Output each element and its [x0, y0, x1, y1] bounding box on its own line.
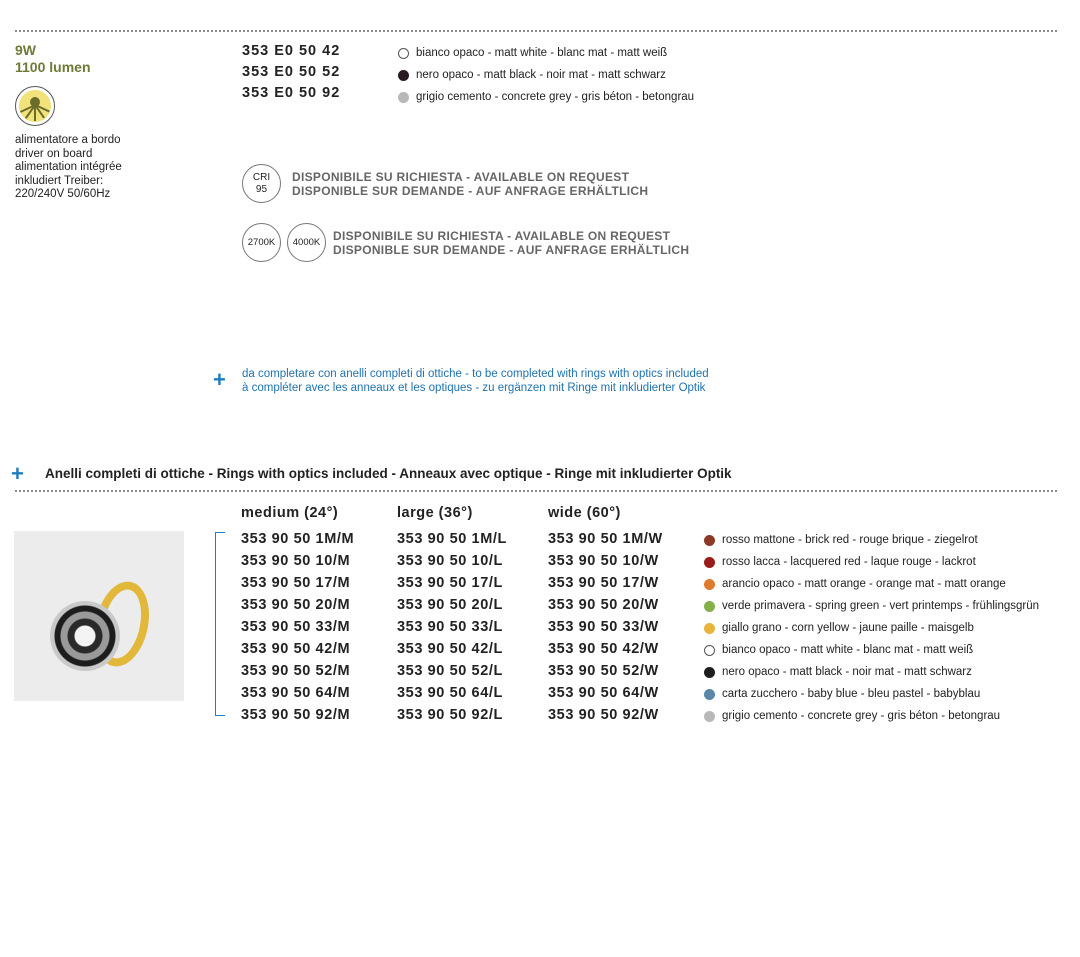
ring-code: 353 90 50 64/W — [548, 685, 659, 701]
ring-code: 353 90 50 64/L — [397, 685, 503, 701]
color-row — [704, 683, 1039, 705]
color-label: bianco opaco - matt white - blanc mat - matt weiß — [416, 47, 668, 59]
ring-code: 353 90 50 1M/W — [548, 531, 663, 547]
ring-code: 353 90 50 42/M — [241, 641, 351, 657]
driver-line: 220/240V 50/60Hz — [15, 188, 111, 200]
ring-code: 353 90 50 42/L — [397, 641, 503, 657]
color-label: giallo grano - corn yellow - jaune paille - maisgelb — [722, 622, 974, 634]
cct-badge-2700k — [242, 223, 281, 262]
column-header-large: large (36°) — [397, 505, 473, 521]
color-swatch-icon — [704, 667, 715, 678]
color-swatch-icon — [704, 623, 715, 634]
color-label: grigio cemento - concrete grey - gris béton - betongrau — [722, 710, 1001, 722]
medium-codes — [241, 528, 354, 726]
color-label: rosso mattone - brick red - rouge brique - ziegelrot — [722, 534, 978, 546]
color-label: grigio cemento - concrete grey - gris béton - betongrau — [416, 90, 695, 103]
plus-icon: + — [11, 461, 24, 486]
lumen-value: 1100 lumen — [15, 59, 91, 75]
color-swatch-icon — [398, 92, 409, 103]
ring-code: 353 90 50 1M/L — [397, 531, 507, 547]
color-swatch-icon — [398, 48, 409, 59]
availability-note — [292, 170, 648, 198]
ring-code: 353 90 50 64/M — [241, 685, 351, 701]
power-value: 9W — [15, 42, 36, 58]
column-header-medium: medium (24°) — [241, 505, 339, 521]
color-row — [704, 595, 1039, 617]
ring-code: 353 90 50 10/M — [241, 553, 351, 569]
product-code: 353 E0 50 52 — [242, 64, 341, 80]
color-label: carta zucchero - baby blue - bleu pastel - babyblau — [722, 688, 981, 700]
rings-section-title: Anelli completi di ottiche - Rings with optics included - Anneaux avec optique - Ringe mit inkludierter Optik — [45, 466, 732, 481]
power-spec — [15, 42, 91, 76]
color-row — [704, 617, 1039, 639]
ring-code: 353 90 50 52/L — [397, 663, 503, 679]
ring-code: 353 90 50 10/W — [548, 553, 659, 569]
ring-code: 353 90 50 17/M — [241, 575, 351, 591]
column-header-wide: wide (60°) — [548, 505, 621, 521]
ring-code: 353 90 50 20/W — [548, 597, 659, 613]
cri-badge — [242, 164, 281, 203]
note-line: da completare con anelli completi di ottiche - to be completed with rings with optics included — [242, 368, 709, 380]
driver-info — [15, 134, 122, 202]
color-swatch-icon — [704, 535, 715, 546]
availability-line: DISPONIBLE SUR DEMANDE - AUF ANFRAGE ERHÄLTLICH — [292, 184, 649, 198]
plus-icon: + — [213, 367, 226, 392]
color-label: arancio opaco - matt orange - orange mat - matt orange — [722, 578, 1006, 590]
color-row — [704, 529, 1039, 551]
color-row — [398, 87, 694, 109]
color-row — [704, 573, 1039, 595]
ring-code: 353 90 50 17/L — [397, 575, 503, 591]
ring-code: 353 90 50 20/M — [241, 597, 351, 613]
product-code: 353 E0 50 92 — [242, 85, 341, 101]
color-row — [704, 639, 1039, 661]
ring-code: 353 90 50 33/L — [397, 619, 503, 635]
ring-code: 353 90 50 10/L — [397, 553, 503, 569]
cct-value: 4000K — [292, 236, 321, 248]
section-divider — [15, 490, 1057, 492]
ring-optic-photo — [14, 531, 184, 701]
large-codes — [397, 528, 507, 726]
ring-code: 353 90 50 52/M — [241, 663, 351, 679]
color-swatch-icon — [704, 557, 715, 568]
ring-code: 353 90 50 1M/M — [241, 531, 355, 547]
color-swatch-icon — [398, 70, 409, 81]
ring-code: 353 90 50 92/W — [548, 707, 659, 723]
ring-code: 353 90 50 20/L — [397, 597, 503, 613]
color-label: nero opaco - matt black - noir mat - matt schwarz — [416, 68, 666, 81]
cri-value: 95 — [255, 183, 268, 195]
color-label: rosso lacca - lacquered red - laque rouge - lackrot — [722, 556, 976, 568]
driver-line: alimentatore a bordo — [15, 134, 121, 146]
product-codes — [242, 41, 340, 104]
reflector-image — [50, 601, 120, 671]
color-row — [398, 65, 694, 87]
cct-badge-4000k — [287, 223, 326, 262]
color-swatch-icon — [704, 689, 715, 700]
availability-note — [333, 229, 689, 257]
availability-line: DISPONIBILE SU RICHIESTA - AVAILABLE ON REQUEST — [333, 229, 671, 243]
ring-code: 353 90 50 33/M — [241, 619, 351, 635]
availability-line: DISPONIBILE SU RICHIESTA - AVAILABLE ON REQUEST — [292, 170, 630, 184]
driver-line: inkludiert Treiber: — [15, 174, 104, 187]
lamp-icon — [15, 86, 55, 126]
product-code: 353 E0 50 42 — [242, 43, 341, 59]
color-swatch-icon — [704, 579, 715, 590]
ring-code: 353 90 50 42/W — [548, 641, 659, 657]
color-swatch-icon — [704, 645, 715, 656]
cct-value: 2700K — [247, 236, 276, 248]
color-swatch-icon — [704, 711, 715, 722]
color-row — [398, 43, 694, 65]
product-colors — [398, 43, 694, 108]
code-bracket — [215, 532, 225, 716]
availability-line: DISPONIBLE SUR DEMANDE - AUF ANFRAGE ERHÄLTLICH — [333, 243, 690, 257]
color-label: verde primavera - spring green - vert printemps - frühlingsgrün — [722, 600, 1040, 612]
color-label: bianco opaco - matt white - blanc mat - matt weiß — [722, 644, 974, 656]
ring-code: 353 90 50 92/L — [397, 707, 503, 723]
driver-line: driver on board — [15, 147, 93, 160]
color-row — [704, 551, 1039, 573]
color-row — [704, 705, 1039, 727]
color-label: nero opaco - matt black - noir mat - matt schwarz — [722, 666, 972, 678]
color-swatch-icon — [704, 601, 715, 612]
note-line: à compléter avec les anneaux et les optiques - zu ergänzen mit Ringe mit inkludierter Optik — [242, 382, 706, 394]
ring-code: 353 90 50 33/W — [548, 619, 659, 635]
cri-label: CRI — [252, 171, 271, 183]
wide-codes — [548, 528, 663, 726]
top-divider — [15, 30, 1057, 32]
ring-colors — [704, 529, 1039, 727]
completion-note — [242, 367, 709, 395]
ring-code: 353 90 50 52/W — [548, 663, 659, 679]
driver-line: alimentation intégrée — [15, 161, 122, 173]
ring-code: 353 90 50 92/M — [241, 707, 351, 723]
ring-code: 353 90 50 17/W — [548, 575, 659, 591]
color-row — [704, 661, 1039, 683]
